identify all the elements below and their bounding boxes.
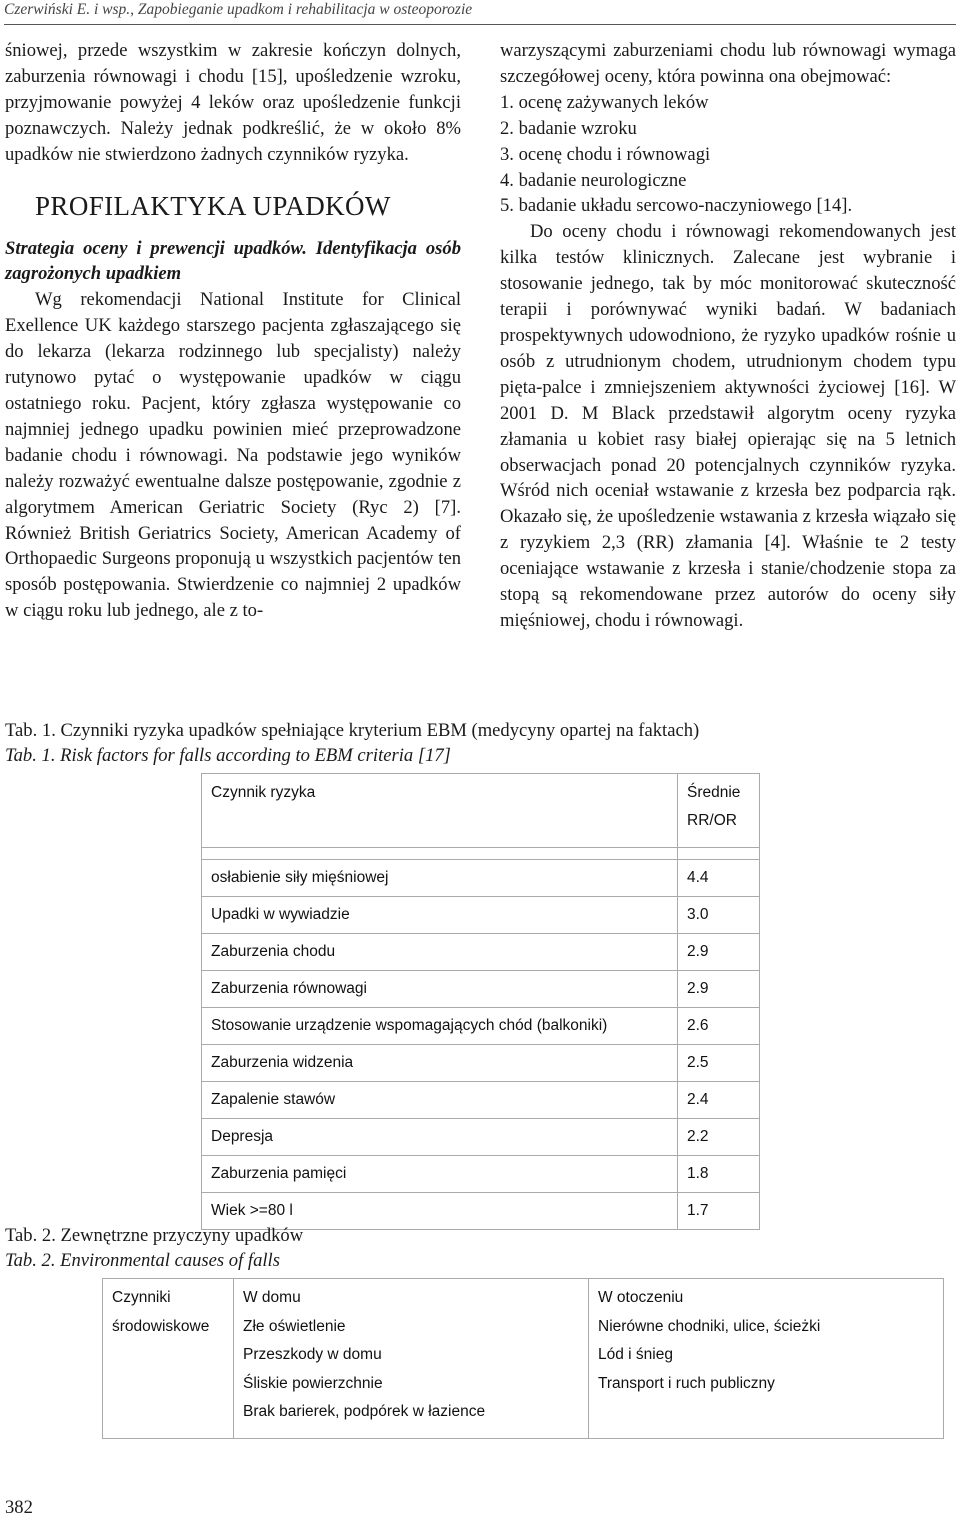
left-intro-paragraph: śniowej, przede wszystkim w zakresie kończyn dolnych, zaburzenia równowagi i chodu [15], upośledzenie wzroku, przyjmowanie powyżej 4 leków oraz upośledzenie funkcji poznawczych. Należy jednak podkreślić, że w około 8% upadków nie stwierdzono żadnych czynników ryzyka.	[5, 40, 461, 165]
value-cell: 3.0	[678, 897, 760, 934]
table-row	[202, 897, 760, 934]
factor-cell: Zaburzenia chodu	[202, 934, 678, 971]
table-row	[202, 1008, 760, 1045]
left-column	[5, 38, 461, 624]
factor-cell: Zaburzenia widzenia	[202, 1045, 678, 1082]
surroundings-cause-item: Lód i śnieg	[598, 1346, 673, 1363]
table-header-row	[202, 774, 760, 848]
factor-cell: Zaburzenia pamięci	[202, 1156, 678, 1193]
header-mean-rr-or	[678, 774, 760, 848]
right-intro-paragraph: warzyszącymi zaburzeniami chodu lub równowagi wymaga szczegółowej oceny, która powinna ona obejmować:	[500, 40, 956, 87]
table1-caption-pl: Tab. 1. Czynniki ryzyka upadków spełniające kryterium EBM (medycyny opartej na faktach)	[5, 720, 700, 741]
home-cause-item: Brak barierek, podpórek w łazience	[243, 1403, 486, 1420]
list-item: 1. ocenę zażywanych leków	[500, 91, 709, 113]
table-row	[103, 1279, 944, 1439]
value-cell: 2.6	[678, 1008, 760, 1045]
factor-cell: Zaburzenia równowagi	[202, 971, 678, 1008]
value-cell: 1.8	[678, 1156, 760, 1193]
home-header: W domu	[243, 1289, 301, 1306]
table-spacer-row	[202, 848, 760, 860]
table-row	[202, 1156, 760, 1193]
running-title: Czerwiński E. i wsp., Zapobieganie upadkom i rehabilitacja w osteoporozie	[4, 1, 473, 18]
right-column	[500, 38, 956, 634]
table-row	[202, 860, 760, 897]
surroundings-cause-item: Transport i ruch publiczny	[598, 1374, 775, 1392]
subheading-block	[5, 236, 461, 288]
header-rr-or: RR/OR	[687, 812, 737, 829]
home-cause-item: Śliskie powierzchnie	[243, 1374, 383, 1392]
value-cell: 4.4	[678, 860, 760, 897]
home-causes-cell	[234, 1279, 589, 1439]
risk-factors-table	[201, 773, 760, 1230]
factor-cell: Upadki w wywiadzie	[202, 897, 678, 934]
factor-cell: Wiek >=80 l	[202, 1193, 678, 1230]
value-cell: 2.9	[678, 971, 760, 1008]
left-body-paragraph: Wg rekomendacji National Institute for Clinical Exellence UK każdego starszego pacjenta zgłaszającego się do lekarza (lekarza rodzinnego lub specjalisty) należy rutynowo pytać o występowanie upadków w ciągu ostatniego roku. Pacjent, który zgłasza występowanie co najmniej jednego upadku powinien mieć przeprowadzone badanie chodu i równowagi. Na podstawie jego wyników należy rozważyć ewentualne dalsze postępowanie, zgodnie z algorytmem American Geriatric Society (Ryc 2) [7]. Również British Geriatrics Society, American Academy of Orthopaedic Surgeons proponują u wszystkich pacjentów ten sposób postępowania. Stwierdzenie co najmniej 2 upadków w ciągu roku lub jednego, ale z to-	[5, 289, 461, 622]
factor-cell: Zapalenie stawów	[202, 1082, 678, 1119]
table-row	[202, 971, 760, 1008]
category-line: środowiskowe	[112, 1317, 210, 1335]
factor-cell: osłabienie siły mięśniowej	[202, 860, 678, 897]
right-body-paragraph: Do oceny chodu i równowagi rekomendowanych jest kilka testów klinicznych. Zalecane jest wybranie i stosowanie jednego, tak by móc monitorować skuteczność terapii i porównywać wyniki badań. W badaniach prospektywnych udowodniono, że ryzyko upadków rośnie u osób z utrudnionym chodem, utrudnionym chodem typu pięta-palce i zmniejszeniem aktywności życiowej [16]. W 2001 D. M Black przedstawił algorytm oceny ryzyka złamania u kobiet rasy białej opierając się na 5 letnich obserwacjach ponad 20 potencjalnych czynników ryzyka. Wśród nich oceniał wstawanie z krzesła bez podparcia rąk. Okazało się, że upośledzenie wstawania z krzesła wiązało się z ryzykiem 2,3 (RR) złamania [4]. Właśnie te 2 testy oceniające wstawanie z krzesła i stanie/chodzenie stopa za stopą są rekomendowane przez autorów do oceny siły mięśniowej, chodu i równowagi.	[500, 221, 956, 631]
surroundings-cause-item: Nierówne chodniki, ulice, ścieżki	[598, 1317, 821, 1335]
table2-caption-en: Tab. 2. Environmental causes of falls	[5, 1250, 280, 1271]
subheading-identification: Identyfikacja osób zagrożonych upadkiem	[5, 237, 461, 285]
header-factor: Czynnik ryzyka	[202, 774, 678, 848]
list-item: 4. badanie neurologiczne	[500, 169, 687, 191]
page-number: 382	[5, 1497, 33, 1518]
table-row	[202, 1045, 760, 1082]
category-line: Czynniki	[112, 1289, 171, 1306]
running-header	[4, 0, 956, 25]
list-item: 3. ocenę chodu i równowagi	[500, 143, 711, 165]
table1-caption-en: Tab. 1. Risk factors for falls according to EBM criteria [17]	[5, 745, 451, 766]
environmental-causes-table	[102, 1278, 944, 1439]
factor-cell: Depresja	[202, 1119, 678, 1156]
home-cause-item: Złe oświetlenie	[243, 1317, 346, 1335]
assessment-list	[500, 90, 956, 220]
header-mean: Średnie	[687, 784, 741, 801]
list-item: 5. badanie układu sercowo-naczyniowego [14].	[500, 195, 853, 217]
value-cell: 2.5	[678, 1045, 760, 1082]
table-row	[202, 1082, 760, 1119]
table2-caption-pl: Tab. 2. Zewnętrzne przyczyny upadków	[5, 1225, 304, 1246]
factor-cell: Stosowanie urządzenie wspomagających chód (balkoniki)	[202, 1008, 678, 1045]
category-cell	[103, 1279, 234, 1439]
home-cause-item: Przeszkody w domu	[243, 1346, 382, 1363]
table-row	[202, 934, 760, 971]
value-cell: 2.4	[678, 1082, 760, 1119]
list-item: 2. badanie wzroku	[500, 117, 637, 139]
section-heading: PROFILAKTYKA UPADKÓW	[35, 190, 391, 221]
subheading-strategy: Strategia oceny i prewencji upadków.	[5, 237, 307, 259]
value-cell: 1.7	[678, 1193, 760, 1230]
value-cell: 2.2	[678, 1119, 760, 1156]
surroundings-causes-cell	[589, 1279, 944, 1439]
table-row	[202, 1119, 760, 1156]
value-cell: 2.9	[678, 934, 760, 971]
surroundings-header: W otoczeniu	[598, 1289, 684, 1306]
